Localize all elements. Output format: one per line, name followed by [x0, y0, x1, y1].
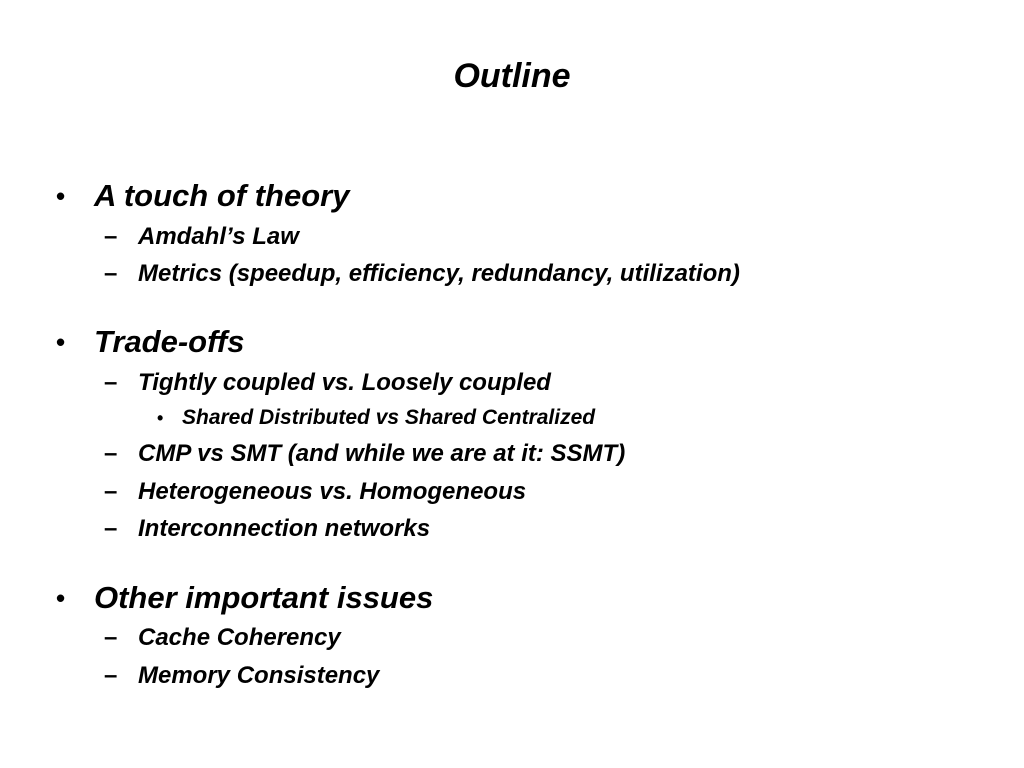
- section-heading-theory: A touch of theory: [94, 178, 350, 213]
- list-item: Cache Coherency: [138, 624, 341, 651]
- slide-title: Outline: [453, 57, 571, 95]
- dash-icon: –: [104, 223, 118, 250]
- section-heading-other-issues: Other important issues: [94, 580, 434, 615]
- list-item: Memory Consistency: [138, 662, 380, 689]
- bullet-icon: •: [56, 181, 66, 211]
- list-item: Interconnection networks: [138, 515, 431, 542]
- dash-icon: –: [104, 515, 118, 542]
- bullet-icon: •: [157, 408, 164, 428]
- bullet-icon: •: [56, 327, 66, 357]
- dash-icon: –: [104, 478, 118, 505]
- list-item: Amdahl’s Law: [138, 223, 299, 250]
- section-heading-tradeoffs: Trade-offs: [94, 324, 245, 359]
- dash-icon: –: [104, 260, 118, 287]
- list-item: CMP vs SMT (and while we are at it: SSMT): [138, 440, 626, 467]
- list-item: Heterogeneous vs. Homogeneous: [138, 478, 527, 505]
- dash-icon: –: [104, 662, 118, 689]
- list-subitem: Shared Distributed vs Shared Centralized: [182, 406, 596, 429]
- dash-icon: –: [104, 440, 118, 467]
- dash-icon: –: [104, 624, 118, 651]
- list-item: Tightly coupled vs. Loosely coupled: [138, 369, 551, 396]
- dash-icon: –: [104, 369, 118, 396]
- list-item: Metrics (speedup, efficiency, redundancy, utilization): [138, 260, 740, 287]
- bullet-icon: •: [56, 583, 66, 613]
